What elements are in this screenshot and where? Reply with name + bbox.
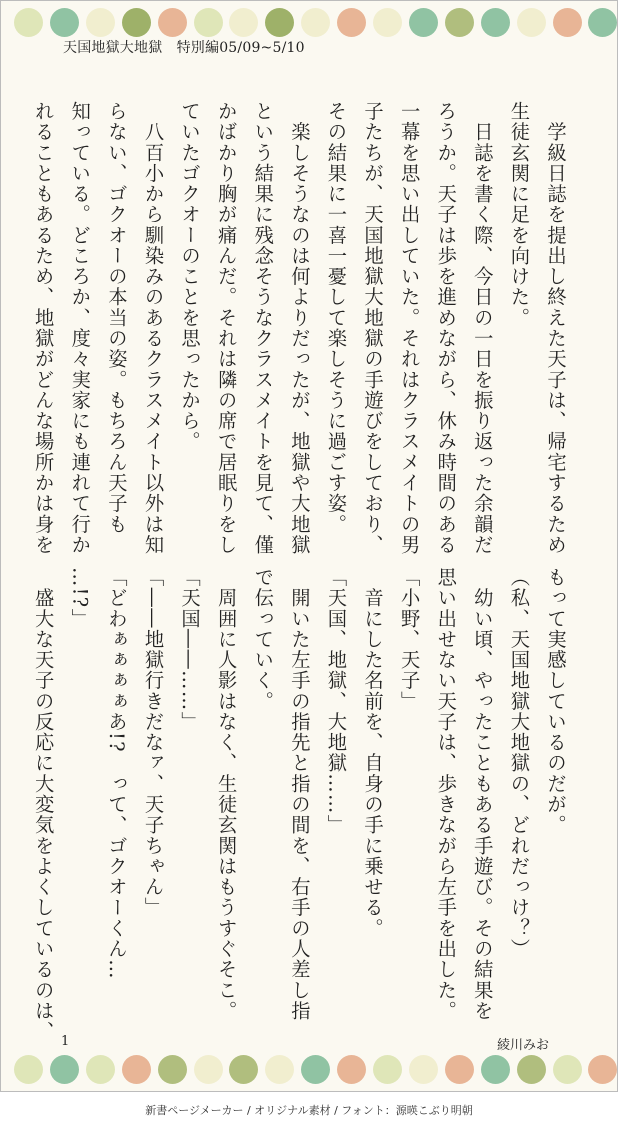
- text-line: 生徒玄関に足を向けた。: [507, 101, 531, 329]
- text-line: 学級日誌を提出し終えた天子は、帰宅するため: [544, 101, 567, 556]
- text-line: 「どわぁぁぁぁあ!? って、ゴクオーくん…: [104, 567, 128, 980]
- decorative-dot: [265, 8, 294, 37]
- decorative-dot: [409, 1055, 438, 1084]
- text-line: らない、ゴクオーの本当の姿。もちろん天子も: [104, 101, 128, 535]
- decorative-dot: [158, 8, 187, 37]
- decorative-dot: [229, 1055, 258, 1084]
- author-name: 綾川みお: [497, 1038, 550, 1053]
- decorative-dot: [122, 8, 151, 37]
- decorative-dot: [445, 8, 474, 37]
- decorative-dot: [517, 1055, 546, 1084]
- decorative-dot: [86, 1055, 115, 1084]
- text-line: 「天国――……」: [178, 567, 202, 733]
- decorative-dot: [194, 8, 223, 37]
- page-number: 1: [61, 1034, 70, 1049]
- text-line: 音にした名前を、自身の手に乗せる。: [361, 567, 385, 939]
- text-line: ていたゴクオーのことを思ったから。: [178, 101, 202, 452]
- decorative-dot: [301, 8, 330, 37]
- decorative-dot: [14, 1055, 43, 1084]
- bottom-dot-border: [1, 1055, 618, 1085]
- decorative-dot: [337, 1055, 366, 1084]
- upper-text-block: [24, 101, 573, 556]
- text-line: もって実感しているのだが。: [544, 567, 567, 836]
- top-dot-border: [1, 8, 618, 38]
- text-line: 盛大な天子の反応に大変気をよくしているのは、: [31, 567, 55, 1042]
- decorative-dot: [588, 1055, 617, 1084]
- decorative-dot: [229, 8, 258, 37]
- text-line: 日誌を書く際、今日の一日を振り返った余韻だ: [470, 101, 494, 556]
- decorative-dot: [553, 8, 582, 37]
- text-line: れることもあるため、地獄がどんな場所かは身を: [31, 101, 55, 556]
- decorative-dot: [86, 8, 115, 37]
- decorative-dot: [50, 8, 79, 37]
- text-line: ろうか。天子は歩を進めながら、休み時間のある: [434, 101, 458, 556]
- decorative-dot: [122, 1055, 151, 1084]
- text-line: （私、天国地獄大地獄の、どれだっけ？）: [507, 567, 531, 960]
- decorative-dot: [445, 1055, 474, 1084]
- text-line: 子たちが、天国地獄大地獄の手遊びをしており、: [361, 101, 385, 556]
- decorative-dot: [517, 8, 546, 37]
- decorative-dot: [481, 8, 510, 37]
- text-line: 一幕を思い出していた。それはクラスメイトの男: [397, 101, 421, 556]
- text-line: 知っている。どころか、度々実家にも連れて行か: [68, 101, 92, 556]
- text-line: その結果に一喜一憂して楽しそうに過ごす姿。: [324, 101, 348, 535]
- decorative-dot: [265, 1055, 294, 1084]
- decorative-dot: [301, 1055, 330, 1084]
- credit-line: 新書ページメーカー / オリジナル素材 / フォント：源暎こぶり明朝: [145, 1104, 473, 1117]
- decorative-dot: [553, 1055, 582, 1084]
- decorative-dot: [373, 8, 402, 37]
- text-line: …!?」: [68, 567, 92, 630]
- decorative-dot: [337, 8, 366, 37]
- text-line: で伝っていく。: [251, 567, 275, 712]
- decorative-dot: [409, 8, 438, 37]
- decorative-dot: [50, 1055, 79, 1084]
- decorative-dot: [481, 1055, 510, 1084]
- page-header: 天国地獄大地獄 特別編05/09~5/10: [63, 40, 305, 56]
- decorative-dot: [14, 8, 43, 37]
- text-line: 八百小から馴染みのあるクラスメイト以外は知: [141, 101, 165, 556]
- text-line: 思い出せない天子は、歩きながら左手を出した。: [434, 567, 458, 1022]
- text-line: 「――地獄行きだなァ、天子ちゃん」: [141, 567, 165, 918]
- text-line: かばかり胸が痛んだ。それは隣の席で居眠りをし: [214, 101, 238, 556]
- text-line: 「小野、天子」: [397, 567, 421, 712]
- text-line: 周囲に人影はなく、生徒玄関はもうすぐそこ。: [214, 567, 238, 1022]
- decorative-dot: [194, 1055, 223, 1084]
- decorative-dot: [588, 8, 617, 37]
- text-line: 「天国、地獄、大地獄……」: [324, 567, 348, 836]
- decorative-dot: [373, 1055, 402, 1084]
- text-line: 楽しそうなのは何よりだったが、地獄や大地獄: [287, 101, 311, 556]
- text-line: 幼い頃、やったこともある手遊び。その結果を: [470, 567, 494, 1022]
- text-line: という結果に残念そうなクラスメイトを見て、僅: [251, 101, 275, 556]
- decorative-dot: [158, 1055, 187, 1084]
- text-line: 開いた左手の指先と指の間を、右手の人差し指: [287, 567, 311, 1022]
- lower-text-block: [24, 567, 573, 1042]
